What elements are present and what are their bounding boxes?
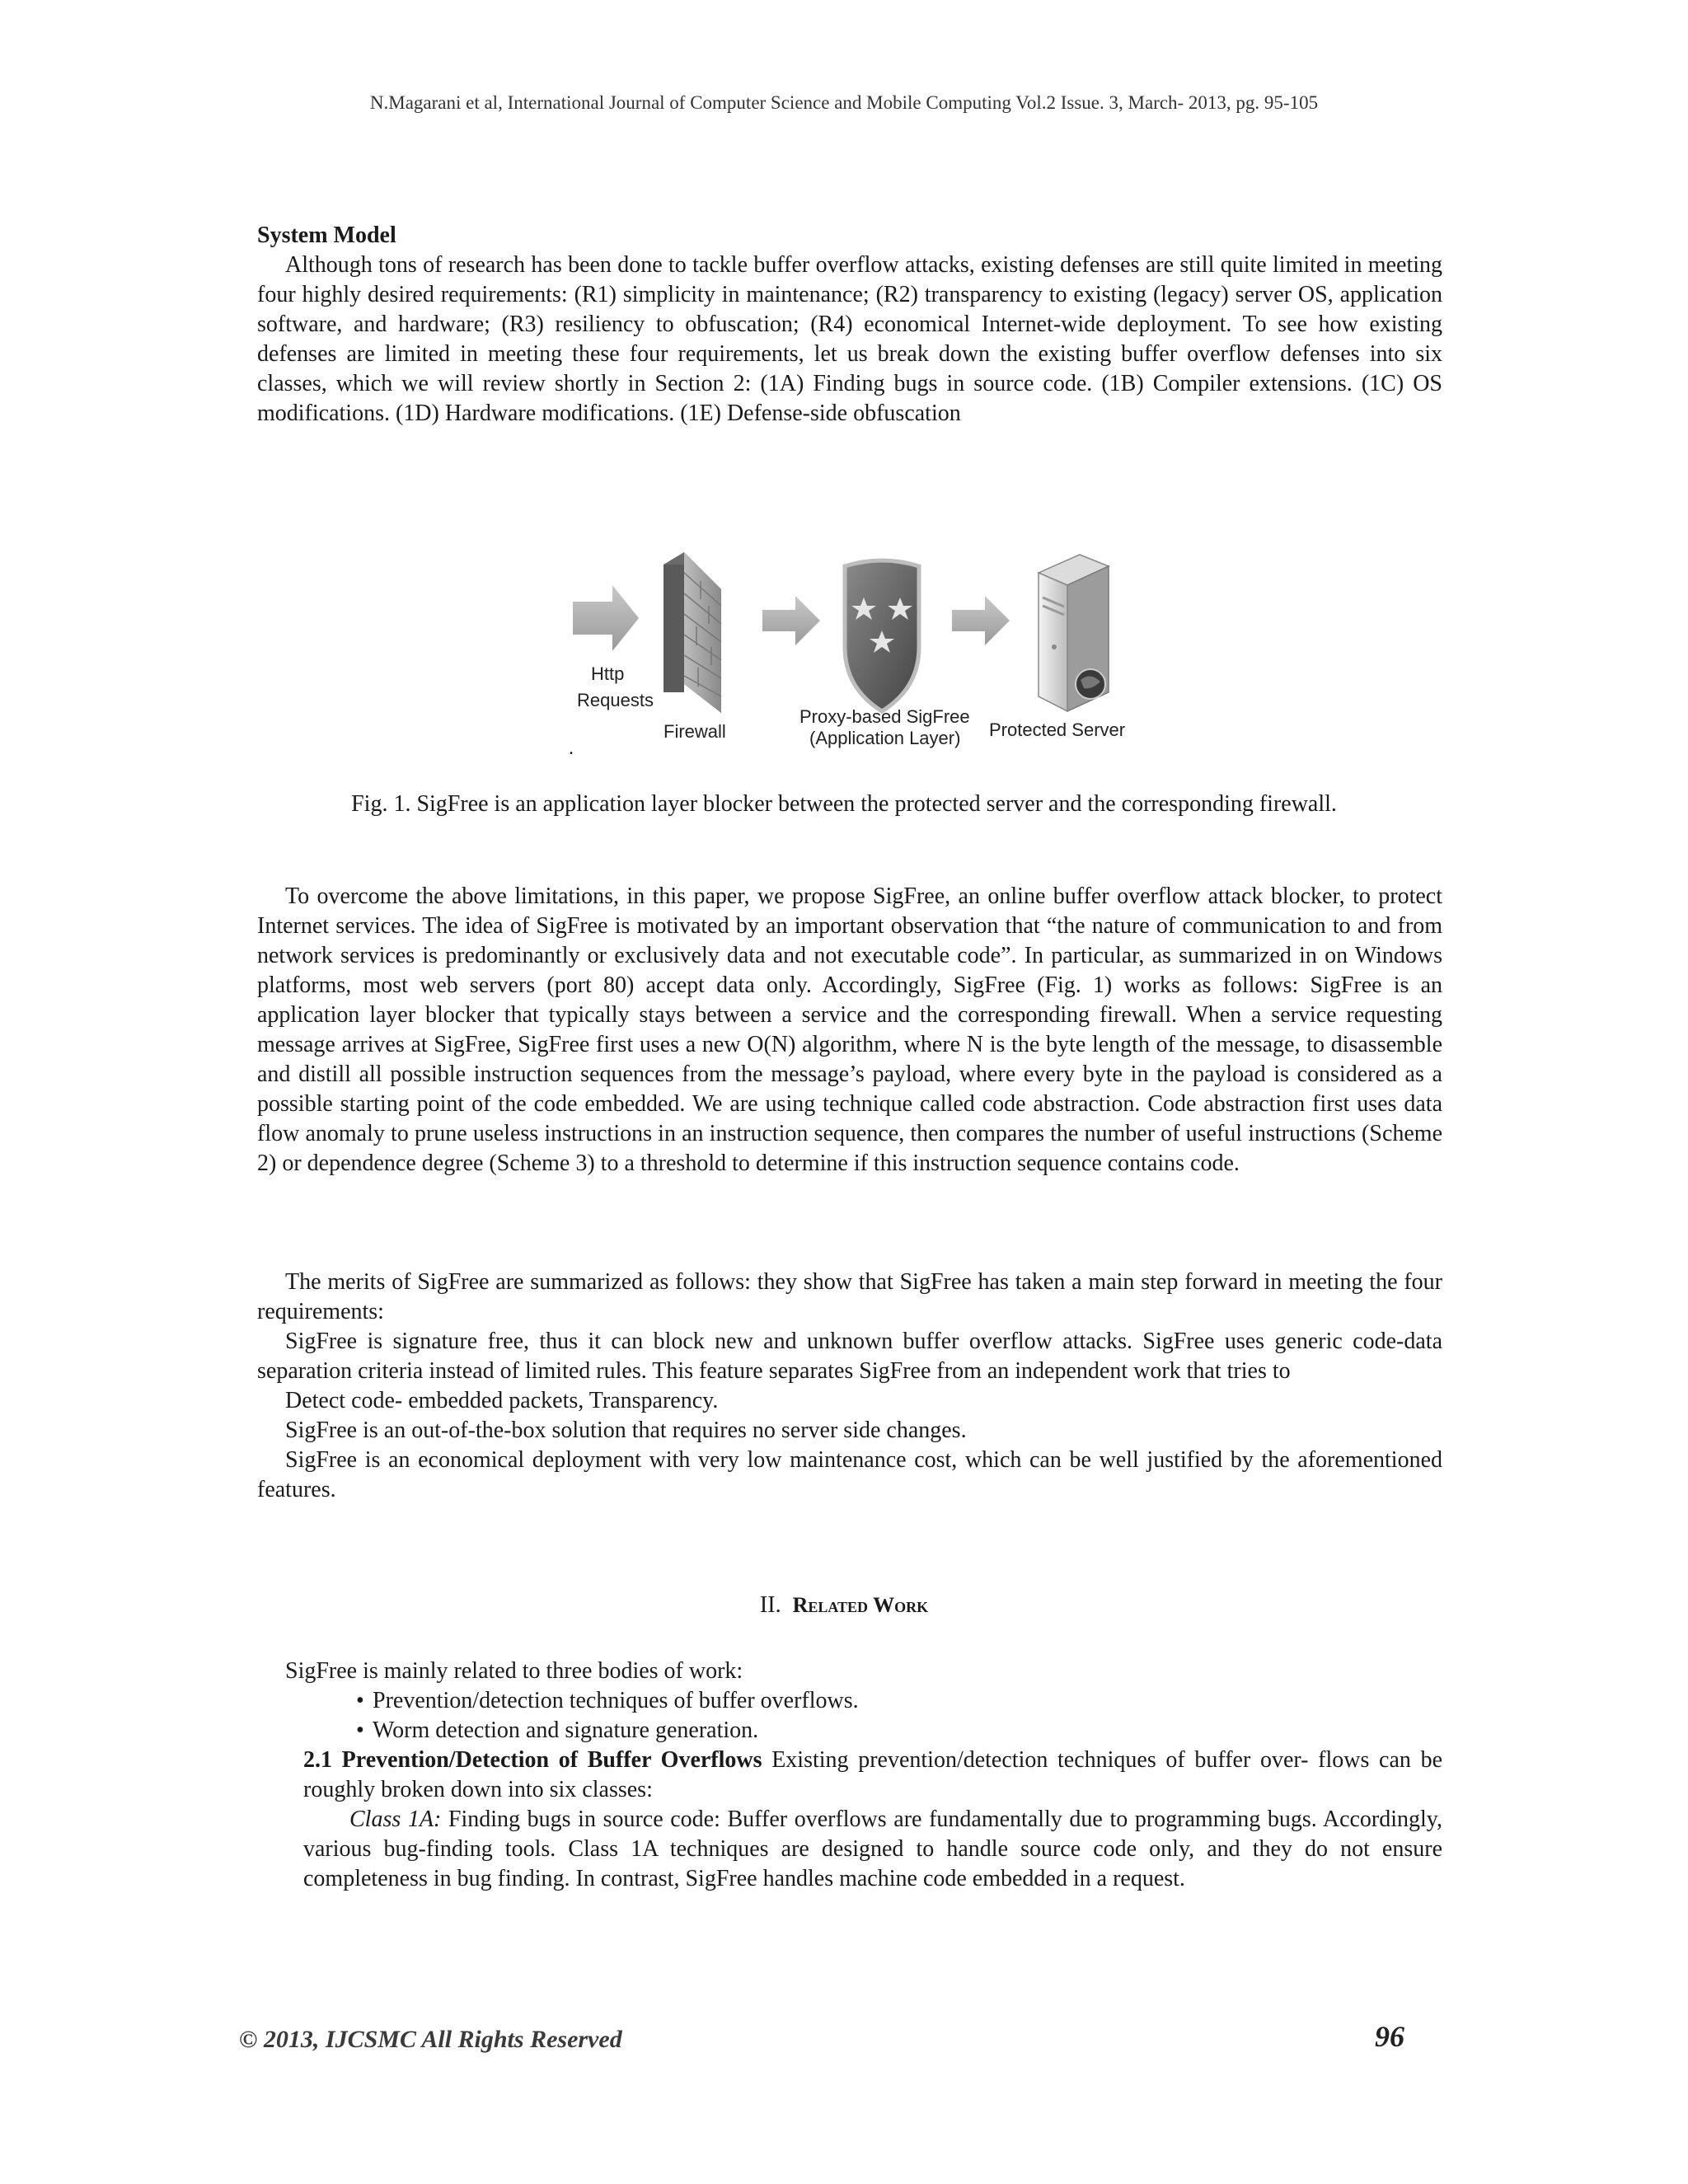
body-paragraph: To overcome the above limitations, in this paper, we propose SigFree, an online buffer overflow attack blocker, to protect Internet services. The idea of SigFree is motivated by an important observation that “the nature of communication to and from network services is predominantly or exclusively data and not executable code”. In particular, as summarized in on Windows platforms, most web servers (port 80) accept data only. Accordingly, SigFree (Fig. 1) works as follows: SigFree is an application layer blocker that typically stays between a service and the corresponding firewall. When a service requesting message arrives at SigFree, SigFree first uses a new O(N) algorithm, where N is the byte length of the message, to disassemble and distill all possible instruction sequences from the message’s payload, where every byte in the payload is considered as a possible starting point of the code embedded. We are using technique called code abstraction. Code abstraction first uses data flow anomaly to prune useless instructions in an instruction sequence, then compares the number of useful instructions (Scheme 2) or dependence degree (Scheme 3) to a threshold to determine if this instruction sequence contains code.	[257, 883, 1442, 1176]
body-section	[257, 882, 1442, 1179]
subsection-title: 2.1 Prevention/Detection of Buffer Overflows	[303, 1747, 762, 1773]
copyright-footer: © 2013, IJCSMC All Rights Reserved	[239, 2026, 622, 2053]
body-paragraph: SigFree is an economical deployment with very low maintenance cost, which can be well justified by the aforementioned features.	[257, 1447, 1442, 1502]
arrow-icon	[952, 596, 1010, 645]
list-item: • Prevention/detection techniques of buffer overflows.	[257, 1686, 1442, 1716]
system-model-section	[257, 221, 1442, 429]
related-work-section	[257, 1657, 1442, 1894]
class-label: Class 1A:	[349, 1807, 442, 1832]
figure-caption: Fig. 1. SigFree is an application layer blocker between the protected server and the corresponding firewall.	[351, 791, 1337, 817]
arrow-icon	[573, 585, 639, 651]
body-paragraph: SigFree is mainly related to three bodies of work:	[285, 1658, 743, 1684]
class-paragraph: Class 1A: Finding bugs in source code: Buffer overflows are fundamentally due to programming bugs. Accordingly, various bug-finding tools. Class 1A techniques are designed to handle source code only, and they do not ensure completeness in bug finding. In contrast, SigFree handles machine code embedded in a request.	[303, 1807, 1442, 1891]
fig-label-proxy: Proxy-based SigFree	[799, 706, 970, 727]
body-paragraph: The merits of SigFree are summarized as follows: they show that SigFree has taken a main step forward in meeting the four requirements:	[257, 1269, 1442, 1324]
body-paragraph: SigFree is signature free, thus it can block new and unknown buffer overflow attacks. SigFree uses generic code-data separation criteria instead of limited rules. This feature separates SigFree from an independent work that tries to	[257, 1329, 1442, 1384]
running-header: N.Magarani et al, International Journal of Computer Science and Mobile Computing Vol.2 Issue. 3, March- 2013, pg. 95-105	[369, 92, 1319, 113]
bullet-icon: •	[356, 1688, 364, 1713]
subsection-paragraph: 2.1 Prevention/Detection of Buffer Overflows Existing prevention/detection techniques of buffer over- flows can be roughly broken down into six classes:	[303, 1747, 1443, 1802]
section-number: II.	[759, 1592, 781, 1618]
shield-icon	[845, 560, 919, 711]
body-paragraph: SigFree is an out-of-the-box solution that requires no server side changes.	[285, 1418, 967, 1443]
sigfree-architecture-figure	[573, 548, 1150, 762]
bullet-icon: •	[356, 1718, 364, 1743]
firewall-icon	[663, 552, 721, 713]
section-title: System Model	[257, 223, 396, 248]
fig-label-application-layer: (Application Layer)	[809, 728, 961, 748]
body-paragraph: Detect code- embedded packets, Transparency.	[285, 1388, 719, 1413]
fig-label-requests: Requests	[577, 690, 654, 710]
list-item: • Worm detection and signature generation.	[257, 1716, 1442, 1746]
merits-section	[257, 1268, 1442, 1505]
page-number: 96	[1375, 2020, 1404, 2053]
fig-label-http: Http	[591, 663, 625, 684]
arrow-icon	[762, 596, 820, 645]
section-heading	[0, 1592, 1688, 1619]
body-paragraph: Although tons of research has been done to tackle buffer overflow attacks, existing defenses are still quite limited in meeting four highly desired requirements: (R1) simplicity in maintenance; (R2) transparency to existing (legacy) server OS, application software, and hardware; (R3) resiliency to obfuscation; (R4) economical Internet-wide deployment. To see how existing defenses are limited in meeting these four requirements, let us break down the existing buffer overflow defenses into six classes, which we will review shortly in Section 2: (1A) Finding bugs in source code. (1B) Compiler extensions. (1C) OS modifications. (1D) Hardware modifications. (1E) Defense-side obfuscation	[257, 252, 1442, 426]
section-heading-title: Related Work	[792, 1593, 929, 1617]
stray-dot: .	[569, 738, 574, 759]
bullet-list	[257, 1686, 1442, 1746]
fig-label-firewall: Firewall	[663, 721, 726, 742]
server-icon	[1039, 555, 1109, 711]
fig-label-protected-server: Protected Server	[989, 719, 1126, 740]
